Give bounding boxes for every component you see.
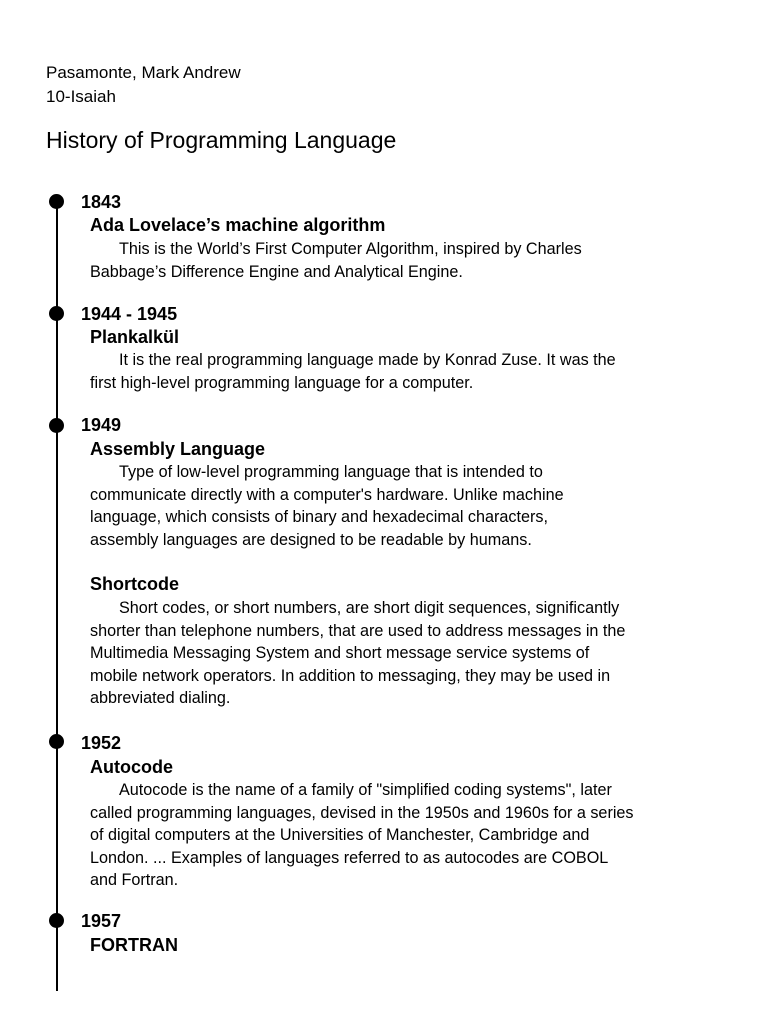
entry-heading: Shortcode (90, 574, 180, 594)
entry-description (90, 779, 730, 892)
author-name: Pasamonte, Mark Andrew (46, 63, 241, 82)
description-line: London. ... Examples of languages referred to as autocodes are COBOL (90, 848, 609, 867)
timeline-year: 1949 (81, 415, 122, 435)
entry-description (90, 461, 730, 551)
description-line: This is the World’s First Computer Algorithm, inspired by Charles (119, 240, 582, 258)
description-line: communicate directly with a computer's hardware. Unlike machine (90, 485, 564, 504)
description-line: and Fortran. (90, 871, 179, 890)
description-line: mobile network operators. In addition to messaging, they may be used in (90, 666, 611, 685)
description-line: language, which consists of binary and hexadecimal characters, (90, 508, 549, 527)
description-line: called programming languages, devised in the 1950s and 1960s for a series (90, 803, 634, 822)
timeline-year: 1952 (81, 733, 122, 753)
document-title: History of Programming Language (46, 127, 397, 153)
author-block (46, 61, 241, 109)
description-line: Type of low-level programming language that is intended to (119, 463, 543, 481)
description-line: abbreviated dialing. (90, 689, 231, 708)
description-line: assembly languages are designed to be readable by humans. (90, 530, 532, 549)
entry-description (90, 597, 730, 710)
entry-heading: Autocode (90, 757, 173, 777)
entry-description (90, 238, 730, 283)
entry-heading: Plankalkül (90, 327, 180, 347)
description-line: of digital computers at the Universities of Manchester, Cambridge and (90, 826, 590, 845)
entry-heading: Ada Lovelace’s machine algorithm (90, 215, 386, 235)
timeline-dot (49, 306, 64, 321)
timeline-year: 1944 - 1945 (81, 304, 178, 324)
author-section: 10-Isaiah (46, 87, 116, 106)
description-line: Autocode is the name of a family of "simplified coding systems", later (119, 781, 612, 799)
timeline-dot (49, 194, 64, 209)
description-line: shorter than telephone numbers, that are used to address messages in the (90, 621, 626, 640)
entry-description (90, 349, 730, 394)
entry-heading: FORTRAN (90, 935, 178, 955)
entry-heading: Assembly Language (90, 439, 266, 459)
description-line: It is the real programming language made by Konrad Zuse. It was the (119, 351, 616, 369)
timeline-dot (49, 734, 64, 749)
timeline-dot (49, 913, 64, 928)
timeline-year: 1957 (81, 911, 122, 931)
description-line: Multimedia Messaging System and short message service systems of (90, 644, 590, 663)
description-line: Babbage’s Difference Engine and Analytical Engine. (90, 262, 463, 281)
description-line: Short codes, or short numbers, are short digit sequences, significantly (119, 599, 620, 617)
timeline-year: 1843 (81, 192, 122, 212)
timeline-dot (49, 418, 64, 433)
description-line: first high-level programming language for a computer. (90, 373, 474, 392)
